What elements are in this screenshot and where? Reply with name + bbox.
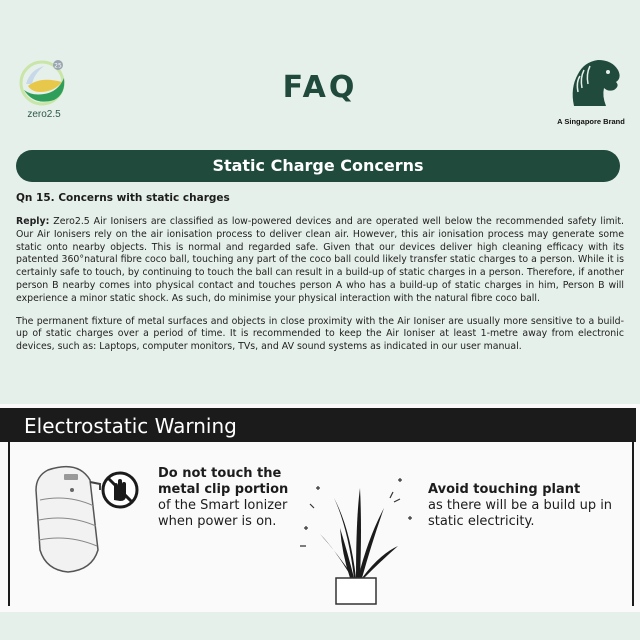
plant-warning-bold: Avoid touching plant [428,482,581,497]
plant-warning-text [428,482,618,530]
zero25-brand-text: zero2.5 [27,109,61,120]
reply-label: Reply: [16,216,50,227]
clip-warning-text [158,466,308,530]
question-heading: Qn 15. Concerns with static charges [16,192,230,204]
fixture-paragraph: The permanent fixture of metal surfaces and objects in close proximity with the Air Ioniser are usually more sensitive to a build-up of static charges over a period of time. It is recommended to keep the Air Ioniser at least 1-metre away from electronic devices, such as: Laptops, computer monitors, TVs, and AV sound systems as indicated in our user manual. [16,315,624,353]
no-touch-icon [100,470,140,510]
clip-warning-rest: of the Smart Ionizer when power is on. [158,498,288,529]
page-title: FAQ [282,70,358,105]
section-banner: Static Charge Concerns [16,150,620,182]
plant-warning-rest: as there will be a build up in static electricity. [428,498,613,529]
reply-paragraph [16,216,624,306]
warning-title: Electrostatic Warning [0,408,636,442]
page-header [0,0,640,140]
merlion-logo [550,52,640,126]
singapore-brand-tag: A Singapore Brand [557,117,625,126]
clip-warning-bold: Do not touch the metal clip portion [158,466,289,497]
reply-text: Zero2.5 Air Ionisers are classified as low-powered devices and are operated well below the recommended safety limit. Our Air Ionisers rely on the air ionisation process to deliver clean air. However, this air ionisation process may generate some static onto nearby objects. This is normal and regarded safe. Given that our devices deliver high cleaning efficacy with its patented 360°natural fibre coco ball, touching any part of the coco ball could likely transfer static charges to a person. While it is certainly safe to touch, by continuing to touch the ball can result in a build-up of static charges in a person. Therefore, if another person B nearby comes into physical contact and touches person A who has a build-up of static charges in him, Person B will experience a minor static shock. As such, do minimise your physical interaction with the natural fibre coco ball. [16,216,624,304]
merlion-logo-icon [564,52,626,110]
svg-text:25: 25 [54,62,62,70]
electrostatic-warning-panel [0,404,640,612]
faq-content [16,192,624,364]
ionizer-device-icon [28,460,108,580]
plant-icon [290,458,420,608]
